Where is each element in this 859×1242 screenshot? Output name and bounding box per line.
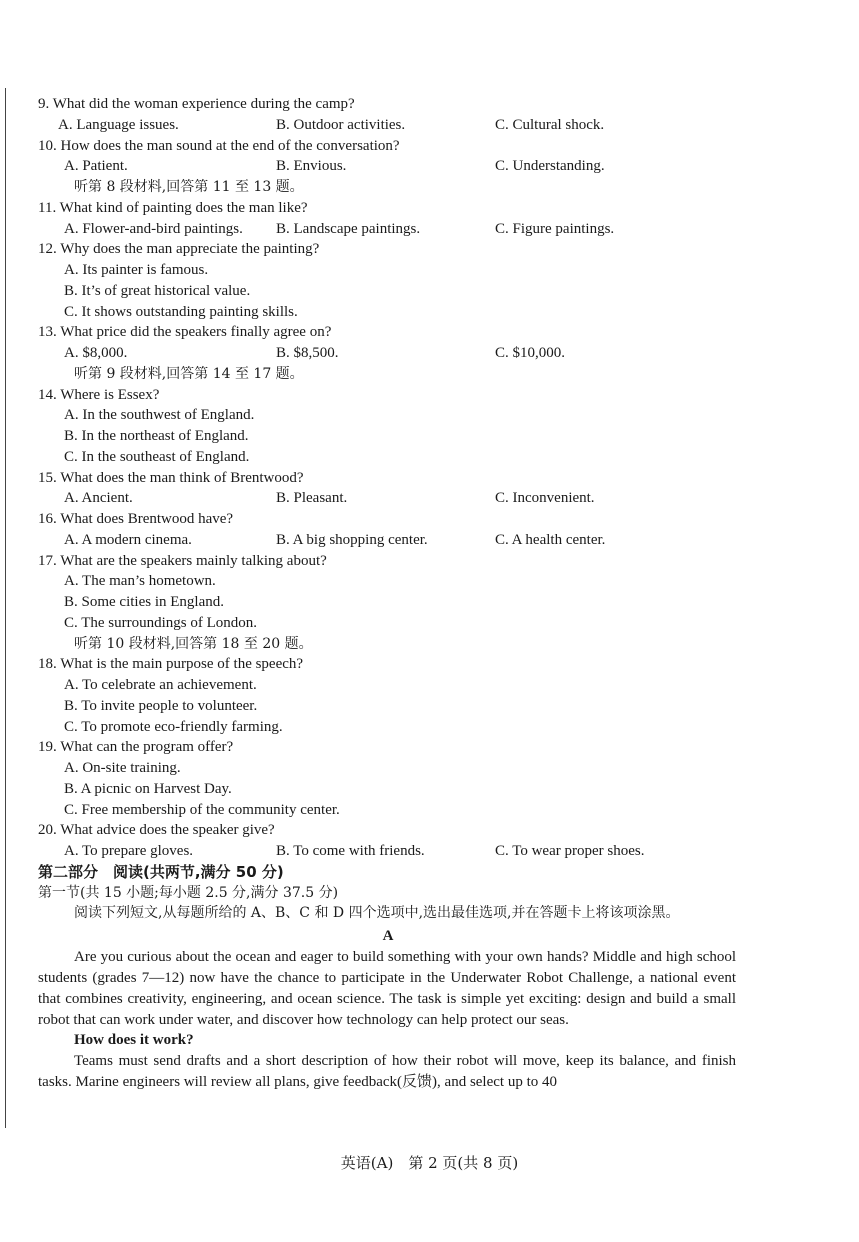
question-13-options	[38, 343, 738, 364]
option-a: A. Its painter is famous.	[64, 262, 209, 278]
option-c: C. Free membership of the community center.	[64, 801, 340, 818]
listening-instruction-10: 听第 10 段材料,回答第 18 至 20 题。	[74, 635, 313, 652]
option-b: B. Landscape paintings.	[276, 220, 421, 237]
question-17	[38, 551, 738, 572]
option-c: C. The surroundings of London.	[64, 614, 258, 631]
question-text: 20. What advice does the speaker give?	[38, 822, 275, 839]
option-a: A. A modern cinema.	[64, 531, 192, 548]
page-footer: 英语(A) 第 2 页(共 8 页)	[340, 1154, 519, 1172]
passage-letter: A	[382, 928, 394, 945]
passage-subheading: How does it work?	[74, 1032, 194, 1049]
reading-instruction: 阅读下列短文,从每题所给的 A、B、C 和 D 四个选项中,选出最佳选项,并在答题卡上将该项涂黑。	[74, 905, 680, 922]
question-18	[38, 654, 738, 675]
question-20-options	[38, 841, 738, 862]
option-a: A. On-site training.	[64, 760, 181, 776]
question-11	[38, 198, 738, 219]
option-c: C. To wear proper shoes.	[495, 843, 645, 859]
option-a: A. Language issues.	[58, 116, 179, 133]
question-9-options	[38, 115, 738, 136]
question-text: 17. What are the speakers mainly talking about?	[38, 552, 327, 569]
question-16-options	[38, 530, 738, 551]
question-text: 15. What does the man think of Brentwood?	[38, 469, 304, 486]
option-b: B. It’s of great historical value.	[64, 282, 251, 299]
passage-paragraph-2: Teams must send drafts and a short description of how their robot will move, keep its balance, and finish tasks. Marine engineers will review all plans, give feedback(反馈), and select up to 40	[38, 1053, 736, 1090]
question-text: 16. What does Brentwood have?	[38, 511, 234, 527]
option-c: C. In the southeast of England.	[64, 448, 250, 465]
question-text: 12. Why does the man appreciate the painting?	[38, 241, 320, 258]
section-1-title: 第一节(共 15 小题;每小题 2.5 分,满分 37.5 分)	[38, 884, 339, 901]
option-b: B. In the northeast of England.	[64, 428, 249, 444]
option-a: A. The man’s hometown.	[64, 573, 216, 590]
option-c: C. $10,000.	[495, 345, 566, 361]
option-a: A. Patient.	[64, 158, 128, 175]
listening-instruction-9: 听第 9 段材料,回答第 14 至 17 题。	[74, 365, 304, 382]
question-11-options	[38, 219, 738, 240]
option-b: B. To come with friends.	[276, 843, 425, 859]
option-b: B. Some cities in England.	[64, 594, 224, 610]
question-19	[38, 737, 738, 758]
option-a: A. To prepare gloves.	[64, 843, 194, 859]
passage-paragraph-1: Are you curious about the ocean and eager to build something with your own hands? Middle and high school students (grades 7—12) now have the chance to participate in the Underwater Robot Challenge, a national event that combines creativity, engineering, and ocean science. The task is simple yet exciting: design and build a small robot that can work under water, and discover how technology can help protect our seas.	[38, 949, 736, 1028]
option-c: C. A health center.	[495, 531, 606, 548]
option-c: C. Figure paintings.	[495, 220, 615, 237]
question-15	[38, 468, 738, 489]
option-c: C. To promote eco-friendly farming.	[64, 718, 283, 735]
option-b: B. Envious.	[276, 158, 347, 175]
question-12	[38, 239, 738, 260]
listening-instruction-8: 听第 8 段材料,回答第 11 至 13 题。	[74, 179, 304, 195]
question-text: 19. What can the program offer?	[38, 739, 234, 756]
option-a: A. $8,000.	[64, 345, 128, 361]
question-text: 9. What did the woman experience during the camp?	[38, 96, 355, 112]
option-c: C. It shows outstanding painting skills.	[64, 303, 298, 320]
option-a: A. In the southwest of England.	[64, 407, 255, 424]
part-2-title: 第二部分 阅读(共两节,满分 50 分)	[38, 862, 284, 881]
question-text: 10. How does the man sound at the end of the conversation?	[38, 137, 400, 154]
option-a: A. Flower-and-bird paintings.	[64, 220, 243, 237]
option-c: C. Inconvenient.	[495, 490, 595, 507]
question-text: 11. What kind of painting does the man like?	[38, 199, 308, 216]
question-20	[38, 820, 738, 841]
option-b: B. Outdoor activities.	[276, 116, 406, 133]
page-content	[38, 94, 738, 1093]
question-9	[38, 94, 738, 115]
question-13	[38, 322, 738, 343]
question-10	[38, 136, 738, 157]
question-text: 14. Where is Essex?	[38, 386, 160, 403]
question-14	[38, 385, 738, 406]
option-c: C. Cultural shock.	[495, 116, 605, 133]
option-a: A. To celebrate an achievement.	[64, 677, 257, 693]
option-b: B. A big shopping center.	[276, 531, 428, 548]
question-text: 18. What is the main purpose of the speech?	[38, 656, 304, 673]
option-a: A. Ancient.	[64, 490, 133, 507]
option-b: B. A picnic on Harvest Day.	[64, 780, 232, 797]
question-10-options	[38, 156, 738, 177]
option-b: B. $8,500.	[276, 345, 339, 361]
question-text: 13. What price did the speakers finally agree on?	[38, 324, 332, 341]
option-c: C. Understanding.	[495, 158, 605, 175]
question-16	[38, 509, 738, 530]
question-15-options	[38, 488, 738, 509]
margin-rule	[5, 88, 6, 1128]
option-b: B. To invite people to volunteer.	[64, 697, 258, 714]
option-b: B. Pleasant.	[276, 490, 348, 507]
